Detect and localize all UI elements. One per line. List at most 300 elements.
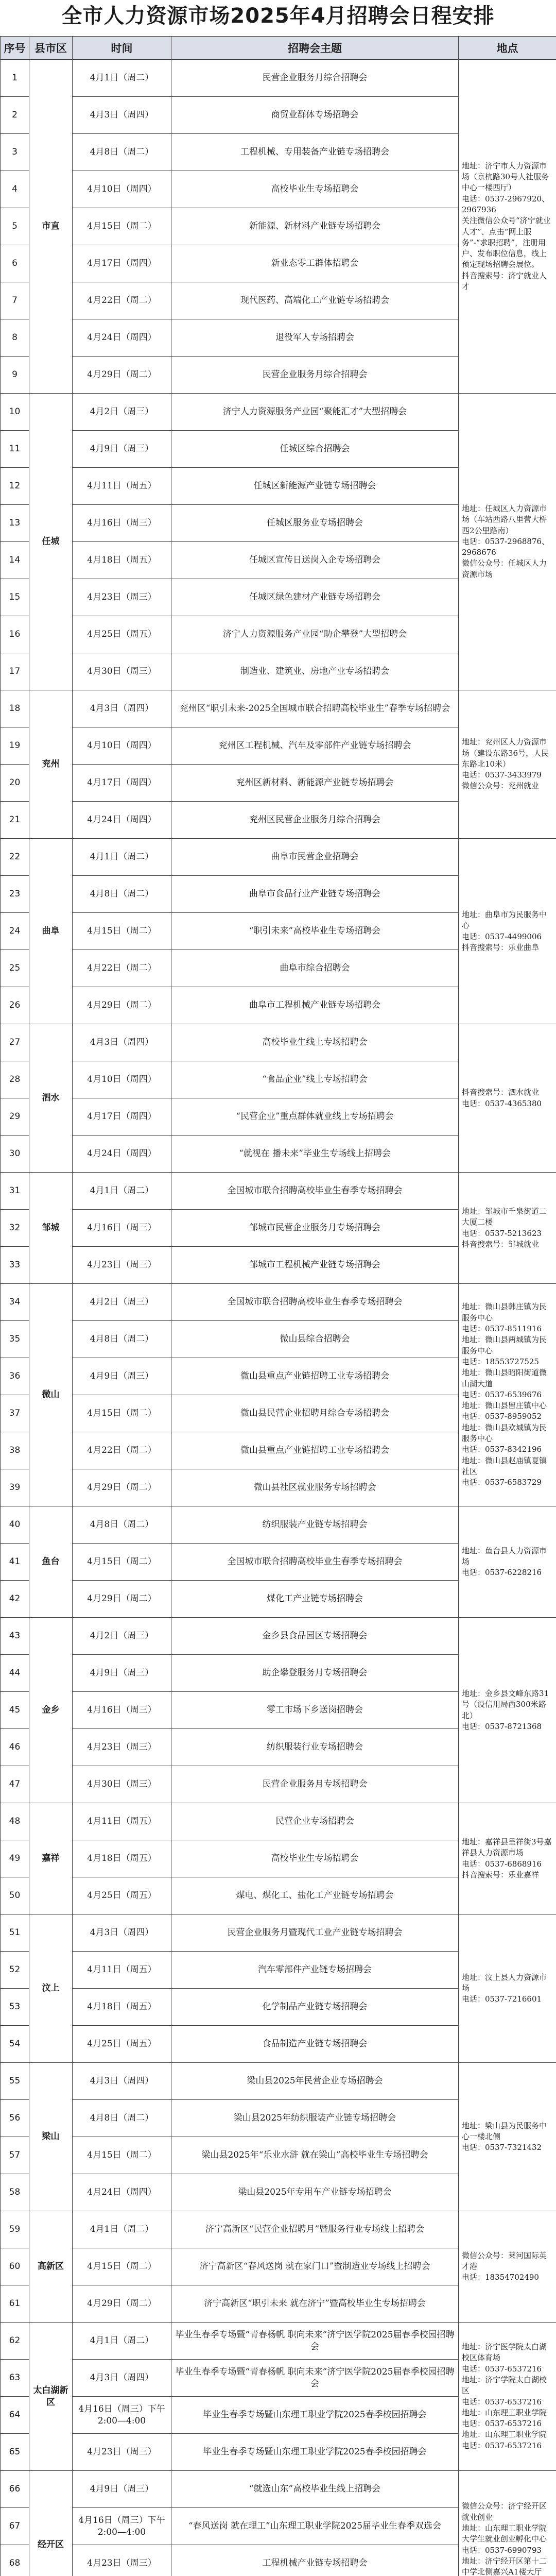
location-line: 电话：0537-6537216: [462, 2441, 542, 2450]
row-index: 45: [1, 1692, 29, 1729]
fair-date: 4月15日（周二）: [73, 208, 171, 245]
fair-theme: 毕业生春季专场暨山东理工职业学院2025春季校园招聘会: [171, 2397, 459, 2434]
fair-theme: 任城区宣传日送岗入企专场招聘会: [171, 542, 459, 579]
fair-date: 4月2日（周三）: [73, 1618, 171, 1655]
fair-theme: 兖州区新材料、新能源产业链专场招聘会: [171, 765, 459, 802]
location-line: 抖音搜索号：乐业嘉祥: [462, 1870, 540, 1879]
fair-theme: “就选山东”高校毕业生线上招聘会: [171, 2471, 459, 2508]
fair-date: 4月15日（周二）: [73, 2137, 171, 2174]
fair-theme: 济宁高新区“春风送岗 就在家门口”暨制造业专场线上招聘会: [171, 2248, 459, 2285]
location-line: 地址：微山县赵庙镇夏镇社区: [462, 1455, 547, 1476]
row-index: 67: [1, 2508, 29, 2545]
table-row: [1, 1024, 556, 1061]
row-index: 35: [1, 1321, 29, 1358]
fair-theme: 纺织服装行业专场招聘会: [171, 1729, 459, 1766]
district-name: 任城: [29, 394, 73, 690]
row-index: 43: [1, 1618, 29, 1655]
location-line: 地址：山东理工职业学院大学生就业创业孵化中心: [462, 2523, 547, 2544]
fair-date: 4月29日（周二）: [73, 1469, 171, 1506]
location-line: 地址：邹城市千泉街道二大厦二楼: [462, 1206, 547, 1227]
location-line: 电话：0537-2967920、2967936: [462, 194, 550, 214]
district-name: 梁山: [29, 2063, 73, 2211]
location-line: 电话：0537-5213623: [462, 1228, 542, 1238]
location-info: [459, 394, 556, 690]
fair-date: 4月18日（周五）: [73, 542, 171, 579]
fair-theme: 民营企业服务月暨现代工业产业链专场招聘会: [171, 1914, 459, 1952]
fair-theme: 新业态零工群体招聘会: [171, 245, 459, 282]
location-line: 电话：0537-2968876、2968676: [462, 536, 550, 557]
row-index: 44: [1, 1655, 29, 1692]
row-index: 18: [1, 690, 29, 727]
location-line: 电话：0537-6539676: [462, 1389, 542, 1399]
fair-date: 4月16日（周三）: [73, 1210, 171, 1247]
fair-theme: 现代医药、高端化工产业链专场招聘会: [171, 282, 459, 319]
fair-theme: 梁山县2025年专用车产业链专场招聘会: [171, 2174, 459, 2211]
location-line: 微信公众号：兖州就业: [462, 781, 540, 791]
row-index: 20: [1, 765, 29, 802]
page-title: 全市人力资源市场2025年4月招聘会日程安排: [61, 4, 495, 28]
location-line: 地址：微山县两城镇为民服务中心: [462, 1335, 547, 1355]
row-index: 38: [1, 1432, 29, 1469]
fair-date: 4月22日（周二）: [73, 282, 171, 319]
location-line: 地址：鱼台县人力资源市场: [462, 1546, 547, 1566]
row-index: 1: [1, 60, 29, 97]
fair-date: 4月15日（周二）: [73, 1395, 171, 1432]
fair-date: 4月16日（周三）下午2:00—4:00: [73, 2508, 171, 2545]
fair-date: 4月1日（周二）: [73, 2211, 171, 2248]
location-info: [459, 2063, 556, 2211]
fair-date: 4月10日（周四）: [73, 727, 171, 765]
fair-theme: 济宁高新区“职引未来 就在济宁”暨高校毕业生专场招聘会: [171, 2285, 459, 2323]
location-info: [459, 1803, 556, 1914]
row-index: 15: [1, 579, 29, 616]
fair-theme: 兖州区“职引未来-2025全国城市联合招聘高校毕业生”春季专场招聘会: [171, 690, 459, 727]
location-line: 地址：微山县韩庄镇为民服务中心: [462, 1302, 547, 1323]
fair-theme: 兖州区工程机械、汽车及零部件产业链专场招聘会: [171, 727, 459, 765]
district-name: 市直: [29, 60, 73, 394]
row-index: 31: [1, 1173, 29, 1210]
fair-date: 4月23日（周三）: [73, 579, 171, 616]
fair-theme: 工程机械产业链专场招聘会: [171, 2545, 459, 2576]
fair-theme: 金乡县食品园区专场招聘会: [171, 1618, 459, 1655]
row-index: 27: [1, 1024, 29, 1061]
row-index: 58: [1, 2174, 29, 2211]
fair-date: 4月9日（周三）: [73, 2471, 171, 2508]
fair-date: 4月3日（周四）: [73, 2360, 171, 2397]
fair-date: 4月23日（周三）: [73, 1247, 171, 1284]
row-index: 7: [1, 282, 29, 319]
row-index: 64: [1, 2397, 29, 2434]
fair-date: 4月24日（周四）: [73, 802, 171, 839]
row-index: 28: [1, 1061, 29, 1098]
fair-date: 4月1日（周二）: [73, 60, 171, 97]
row-index: 41: [1, 1544, 29, 1581]
location-line: 电话：0537-6868916: [462, 1859, 542, 1869]
row-index: 57: [1, 2137, 29, 2174]
table-row: [1, 1914, 556, 1952]
row-index: 68: [1, 2545, 29, 2576]
schedule-table: [0, 36, 556, 2576]
fair-date: 4月9日（周三）: [73, 431, 171, 468]
fair-date: 4月3日（周四）: [73, 690, 171, 727]
row-index: 30: [1, 1136, 29, 1173]
location-info: [459, 1173, 556, 1284]
location-info: [459, 690, 556, 839]
fair-theme: 梁山县2025年纺织服装产业链专场招聘会: [171, 2100, 459, 2137]
location-line: 抖音搜索号：济宁就业人才: [462, 270, 547, 291]
fair-date: 4月3日（周四）: [73, 2063, 171, 2100]
fair-theme: 任城区服务业专场招聘会: [171, 505, 459, 542]
fair-date: 4月8日（周二）: [73, 1506, 171, 1544]
fair-theme: “职引未来”高校毕业生专场招聘会: [171, 913, 459, 950]
row-index: 3: [1, 134, 29, 171]
location-line: 电话：0537-8959052: [462, 1412, 542, 1421]
fair-date: 4月24日（周四）: [73, 1136, 171, 1173]
fair-theme: 济宁高新区“民营企业招聘月”暨服务行业专场线上招聘会: [171, 2211, 459, 2248]
fair-theme: 化学制品产业链专场招聘会: [171, 1989, 459, 2026]
location-line: 电话：0537-3433979: [462, 770, 542, 780]
row-index: 33: [1, 1247, 29, 1284]
fair-theme: 食品制造产业链专场招聘会: [171, 2026, 459, 2063]
district-name: 曲阜: [29, 839, 73, 1024]
row-index: 25: [1, 950, 29, 987]
fair-theme: 曲阜市工程机械产业链专场招聘会: [171, 987, 459, 1024]
fair-date: 4月8日（周二）: [73, 1321, 171, 1358]
fair-theme: 制造业、建筑业、房地产业专场招聘会: [171, 653, 459, 690]
fair-date: 4月8日（周二）: [73, 876, 171, 913]
fair-theme: 微山县社区就业服务专场招聘会: [171, 1469, 459, 1506]
table-row: [1, 690, 556, 727]
district-name: 邹城: [29, 1173, 73, 1284]
fair-date: 4月10日（周四）: [73, 171, 171, 208]
row-index: 66: [1, 2471, 29, 2508]
fair-theme: 全国城市联合招聘高校毕业生春季专场招聘会: [171, 1544, 459, 1581]
table-row: [1, 2323, 556, 2360]
location-line: 电话：18354702490: [462, 2273, 539, 2282]
table-row: [1, 394, 556, 431]
fair-theme: 任城区绿色建材产业链专场招聘会: [171, 579, 459, 616]
header-district: 县市区: [29, 37, 73, 60]
location-line: 地址：微山县昭阳街道微山湖大道: [462, 1368, 547, 1388]
fair-date: 4月17日（周四）: [73, 1098, 171, 1136]
location-line: 电话：0537-6583729: [462, 1478, 542, 1487]
fair-date: 4月1日（周二）: [73, 2323, 171, 2360]
location-line: 抖音搜索号：乐业曲阜: [462, 942, 540, 952]
fair-theme: 济宁人力资源服务产业园“聚能汇才”大型招聘会: [171, 394, 459, 431]
location-line: 地址：兖州区人力资源市场（建设东路36号，人民东路北10米）: [462, 737, 549, 769]
row-index: 11: [1, 431, 29, 468]
row-index: 60: [1, 2248, 29, 2285]
fair-theme: 高校毕业生专场招聘会: [171, 1840, 459, 1877]
fair-date: 4月17日（周四）: [73, 765, 171, 802]
district-name: 微山: [29, 1284, 73, 1506]
location-line: 微信公众号：济宁经开区就业创业: [462, 2501, 547, 2522]
fair-date: 4月29日（周二）: [73, 357, 171, 394]
location-line: 电话：0537-8342196: [462, 1445, 542, 1454]
fair-date: 4月15日（周二）: [73, 1544, 171, 1581]
row-index: 12: [1, 468, 29, 505]
row-index: 14: [1, 542, 29, 579]
row-index: 22: [1, 839, 29, 876]
fair-theme: 高校毕业生专场招聘会: [171, 171, 459, 208]
fair-theme: 任城区新能源产业链专场招聘会: [171, 468, 459, 505]
fair-date: 4月30日（周三）: [73, 1766, 171, 1803]
fair-theme: “春风送岗 就在理工”山东理工职业学院2025届毕业生春季双选会: [171, 2508, 459, 2545]
fair-date: 4月9日（周三）: [73, 1358, 171, 1395]
location-line: 电话：0537-4365380: [462, 1098, 542, 1108]
fair-theme: 新能源、新材料产业链专场招聘会: [171, 208, 459, 245]
table-row: [1, 1506, 556, 1544]
location-line: 地址：微山县欢城镇为民服务中心: [462, 1422, 547, 1444]
fair-date: 4月16日（周三）下午2:00—4:00: [73, 2397, 171, 2434]
location-line: 微信公众号：莱河国际英才港: [462, 2250, 547, 2271]
location-line: 抖音搜索号：邹城就业: [462, 1239, 540, 1249]
row-index: 50: [1, 1877, 29, 1914]
row-index: 9: [1, 357, 29, 394]
row-index: 23: [1, 876, 29, 913]
location-line: 电话：0537-8721368: [462, 1721, 542, 1731]
location-line: 电话：0537-6537216: [462, 2419, 542, 2429]
fair-theme: 全国城市联合招聘高校毕业生春季专场招聘会: [171, 1284, 459, 1321]
fair-theme: 煤电、煤化工、盐化工产业链专场招聘会: [171, 1877, 459, 1914]
row-index: 29: [1, 1098, 29, 1136]
row-index: 65: [1, 2434, 29, 2471]
row-index: 51: [1, 1914, 29, 1952]
row-index: 24: [1, 913, 29, 950]
location-line: 地址：山东理工职业学院: [462, 2408, 547, 2417]
row-index: 61: [1, 2285, 29, 2323]
location-line: 抖音搜索号：泗水就业: [462, 1088, 540, 1097]
fair-theme: “民营企业”重点群体就业线上专场招聘会: [171, 1098, 459, 1136]
row-index: 48: [1, 1803, 29, 1840]
fair-theme: 纺织服装产业链专场招聘会: [171, 1506, 459, 1544]
location-line: 电话：0537-6537216: [462, 2364, 542, 2374]
fair-date: 4月8日（周二）: [73, 134, 171, 171]
fair-theme: “就视在 播未来”毕业生专场线上招聘会: [171, 1136, 459, 1173]
row-index: 62: [1, 2323, 29, 2360]
row-index: 47: [1, 1766, 29, 1803]
fair-theme: 曲阜市食品行业产业链专场招聘会: [171, 876, 459, 913]
fair-date: 4月29日（周二）: [73, 1581, 171, 1618]
fair-theme: 毕业生春季专场暨“青春杨帆 职向未来”济宁医学院2025届春季校园招聘会: [171, 2360, 459, 2397]
fair-date: 4月25日（周五）: [73, 2026, 171, 2063]
fair-theme: 梁山县2025年“乐业水浒 就在梁山”高校毕业生专场招聘会: [171, 2137, 459, 2174]
row-index: 6: [1, 245, 29, 282]
fair-date: 4月9日（周三）: [73, 1655, 171, 1692]
location-info: [459, 1618, 556, 1803]
location-line: 电话：0537-6990793: [462, 2545, 542, 2555]
location-line: 电话：0537-7321432: [462, 2143, 542, 2153]
row-index: 17: [1, 653, 29, 690]
fair-theme: 微山县重点产业链招聘工业专场招聘会: [171, 1432, 459, 1469]
location-line: 地址：嘉祥县呈祥街3号嘉祥县人力资源市场: [462, 1837, 552, 1858]
row-index: 37: [1, 1395, 29, 1432]
table-row: [1, 839, 556, 876]
district-name: 兖州: [29, 690, 73, 839]
fair-theme: 毕业生春季专场暨山东理工职业学院2025春季校园招聘会: [171, 2434, 459, 2471]
fair-date: 4月23日（周三）: [73, 2434, 171, 2471]
district-name: 金乡: [29, 1618, 73, 1803]
fair-date: 4月18日（周五）: [73, 1989, 171, 2026]
location-line: 地址：微山县留庄镇中心: [462, 1401, 547, 1411]
fair-date: 4月16日（周三）: [73, 1692, 171, 1729]
fair-theme: 梁山县2025年民营企业专场招聘会: [171, 2063, 459, 2100]
location-info: [459, 2211, 556, 2323]
fair-date: 4月30日（周三）: [73, 653, 171, 690]
row-index: 40: [1, 1506, 29, 1544]
location-line: 地址：济宁医学院太白湖校区体育场: [462, 2342, 547, 2363]
table-row: [1, 1173, 556, 1210]
district-name: 太白湖新区: [29, 2323, 73, 2471]
fair-theme: “食品企业”线上专场招聘会: [171, 1061, 459, 1098]
location-line: 地址：汶上县人力资源市场: [462, 1972, 547, 1993]
location-line: 地址：曲阜市为民服务中心: [462, 909, 547, 930]
fair-date: 4月22日（周二）: [73, 950, 171, 987]
fair-theme: 曲阜市民营企业招聘会: [171, 839, 459, 876]
fair-theme: 退役军人专场招聘会: [171, 319, 459, 357]
fair-theme: 零工市场下乡送岗招聘会: [171, 1692, 459, 1729]
table-row: [1, 2211, 556, 2248]
fair-theme: 汽车零部件产业链专场招聘会: [171, 1952, 459, 1989]
row-index: 56: [1, 2100, 29, 2137]
row-index: 5: [1, 208, 29, 245]
location-line: 关注微信公众号“济宁就业人才”、点击“网上服务”-“求职招聘”，注册用户、发布职位信息，线上预定现场招聘会展位。: [462, 216, 551, 269]
fair-date: 4月3日（周四）: [73, 1914, 171, 1952]
row-index: 63: [1, 2360, 29, 2397]
location-line: 地址：任城区人力资源市场（车站西路八里营大桥西2公里路南）: [462, 503, 547, 535]
fair-date: 4月1日（周二）: [73, 839, 171, 876]
fair-date: 4月2日（周三）: [73, 394, 171, 431]
fair-theme: 微山县民营企业招聘月综合专场招聘会: [171, 1395, 459, 1432]
row-index: 39: [1, 1469, 29, 1506]
table-header-row: [1, 37, 556, 60]
fair-theme: 煤化工产业链专场招聘会: [171, 1581, 459, 1618]
table-row: [1, 1803, 556, 1840]
fair-date: 4月29日（周二）: [73, 2285, 171, 2323]
location-info: [459, 1914, 556, 2063]
table-row: [1, 1284, 556, 1321]
fair-theme: 民营企业服务月综合招聘会: [171, 60, 459, 97]
fair-date: 4月11日（周五）: [73, 1803, 171, 1840]
table-row: [1, 1618, 556, 1655]
fair-date: 4月23日（周三）: [73, 1729, 171, 1766]
row-index: 4: [1, 171, 29, 208]
fair-theme: 曲阜市综合招聘会: [171, 950, 459, 987]
row-index: 53: [1, 1989, 29, 2026]
fair-date: 4月8日（周二）: [73, 2100, 171, 2137]
fair-date: 4月23日（周三）: [73, 2545, 171, 2576]
fair-date: 4月3日（周四）: [73, 1024, 171, 1061]
fair-date: 4月3日（周四）: [73, 97, 171, 134]
location-line: 电话：18553727525: [462, 1357, 539, 1366]
location-line: 微信公众号：任城区人力资源市场: [462, 558, 547, 579]
row-index: 42: [1, 1581, 29, 1618]
fair-theme: 兖州区民营企业服务月综合招聘会: [171, 802, 459, 839]
fair-date: 4月11日（周五）: [73, 468, 171, 505]
header-time: 时间: [73, 37, 171, 60]
fair-theme: 邹城市工程机械产业链专场招聘会: [171, 1247, 459, 1284]
fair-theme: 民营企业服务月专场招聘会: [171, 1766, 459, 1803]
location-line: 电话：0537-8511916: [462, 1324, 542, 1334]
fair-date: 4月24日（周四）: [73, 319, 171, 357]
location-line: 地址：山东理工职业学院: [462, 2430, 547, 2439]
row-index: 16: [1, 616, 29, 653]
fair-theme: 全国城市联合招聘高校毕业生春季专场招聘会: [171, 1173, 459, 1210]
fair-theme: 工程机械、专用装备产业链专场招聘会: [171, 134, 459, 171]
location-info: [459, 60, 556, 394]
fair-date: 4月1日（周二）: [73, 1173, 171, 1210]
location-info: [459, 1284, 556, 1506]
fair-date: 4月24日（周四）: [73, 2174, 171, 2211]
location-info: [459, 1024, 556, 1173]
district-name: 嘉祥: [29, 1803, 73, 1914]
row-index: 55: [1, 2063, 29, 2100]
fair-theme: 微山县综合招聘会: [171, 1321, 459, 1358]
row-index: 49: [1, 1840, 29, 1877]
fair-theme: 高校毕业生线上专场招聘会: [171, 1024, 459, 1061]
fair-date: 4月17日（周四）: [73, 245, 171, 282]
fair-theme: 济宁人力资源服务产业园“助企攀登”大型招聘会: [171, 616, 459, 653]
fair-date: 4月2日（周三）: [73, 1284, 171, 1321]
location-info: [459, 2471, 556, 2576]
district-name: 高新区: [29, 2211, 73, 2323]
location-line: 地址：济宁学院太白湖校区: [462, 2375, 547, 2396]
table-row: [1, 2471, 556, 2508]
row-index: 52: [1, 1952, 29, 1989]
fair-theme: 民营企业服务月综合招聘会: [171, 357, 459, 394]
row-index: 19: [1, 727, 29, 765]
location-line: 地址：金乡县文峰东路31号（设信用局西300米路北）: [462, 1688, 549, 1720]
row-index: 46: [1, 1729, 29, 1766]
district-name: 经开区: [29, 2471, 73, 2576]
row-index: 34: [1, 1284, 29, 1321]
table-row: [1, 60, 556, 97]
fair-theme: 邹城市民营企业服务月专场招聘会: [171, 1210, 459, 1247]
row-index: 32: [1, 1210, 29, 1247]
row-index: 10: [1, 394, 29, 431]
fair-date: 4月11日（周五）: [73, 1952, 171, 1989]
fair-date: 4月16日（周三）: [73, 505, 171, 542]
location-line: 电话：0537-6537216: [462, 2397, 542, 2406]
fair-date: 4月25日（周五）: [73, 616, 171, 653]
row-index: 26: [1, 987, 29, 1024]
district-name: 鱼台: [29, 1506, 73, 1618]
fair-theme: 任城区综合招聘会: [171, 431, 459, 468]
fair-date: 4月15日（周二）: [73, 913, 171, 950]
location-line: 地址：济宁经开区第十二中学北侧嘉兴A1楼大厅: [462, 2556, 547, 2576]
header-theme: 招聘会主题: [171, 37, 459, 60]
row-index: 54: [1, 2026, 29, 2063]
fair-date: 4月15日（周二）: [73, 2248, 171, 2285]
location-line: 地址：梁山县为民服务中心一楼北侧: [462, 2121, 547, 2141]
location-line: 电话：0537-4499006: [462, 931, 542, 941]
fair-date: 4月22日（周二）: [73, 1432, 171, 1469]
fair-theme: 商贸业群体专场招聘会: [171, 97, 459, 134]
fair-theme: 毕业生春季专场暨“青春杨帆 职向未来”济宁医学院2025届春季校园招聘会: [171, 2323, 459, 2360]
row-index: 8: [1, 319, 29, 357]
row-index: 21: [1, 802, 29, 839]
header-location: 地点: [459, 37, 556, 60]
location-line: 电话：0537-7216601: [462, 1994, 542, 2004]
fair-date: 4月29日（周二）: [73, 987, 171, 1024]
location-info: [459, 2323, 556, 2471]
district-name: 泗水: [29, 1024, 73, 1173]
table-body: [1, 60, 556, 2576]
table-row: [1, 2063, 556, 2100]
district-name: 汶上: [29, 1914, 73, 2063]
fair-date: 4月25日（周五）: [73, 1877, 171, 1914]
location-line: 地址：济宁市人力资源市场（京杭路30号人社服务中心一楼西厅）: [462, 161, 549, 193]
